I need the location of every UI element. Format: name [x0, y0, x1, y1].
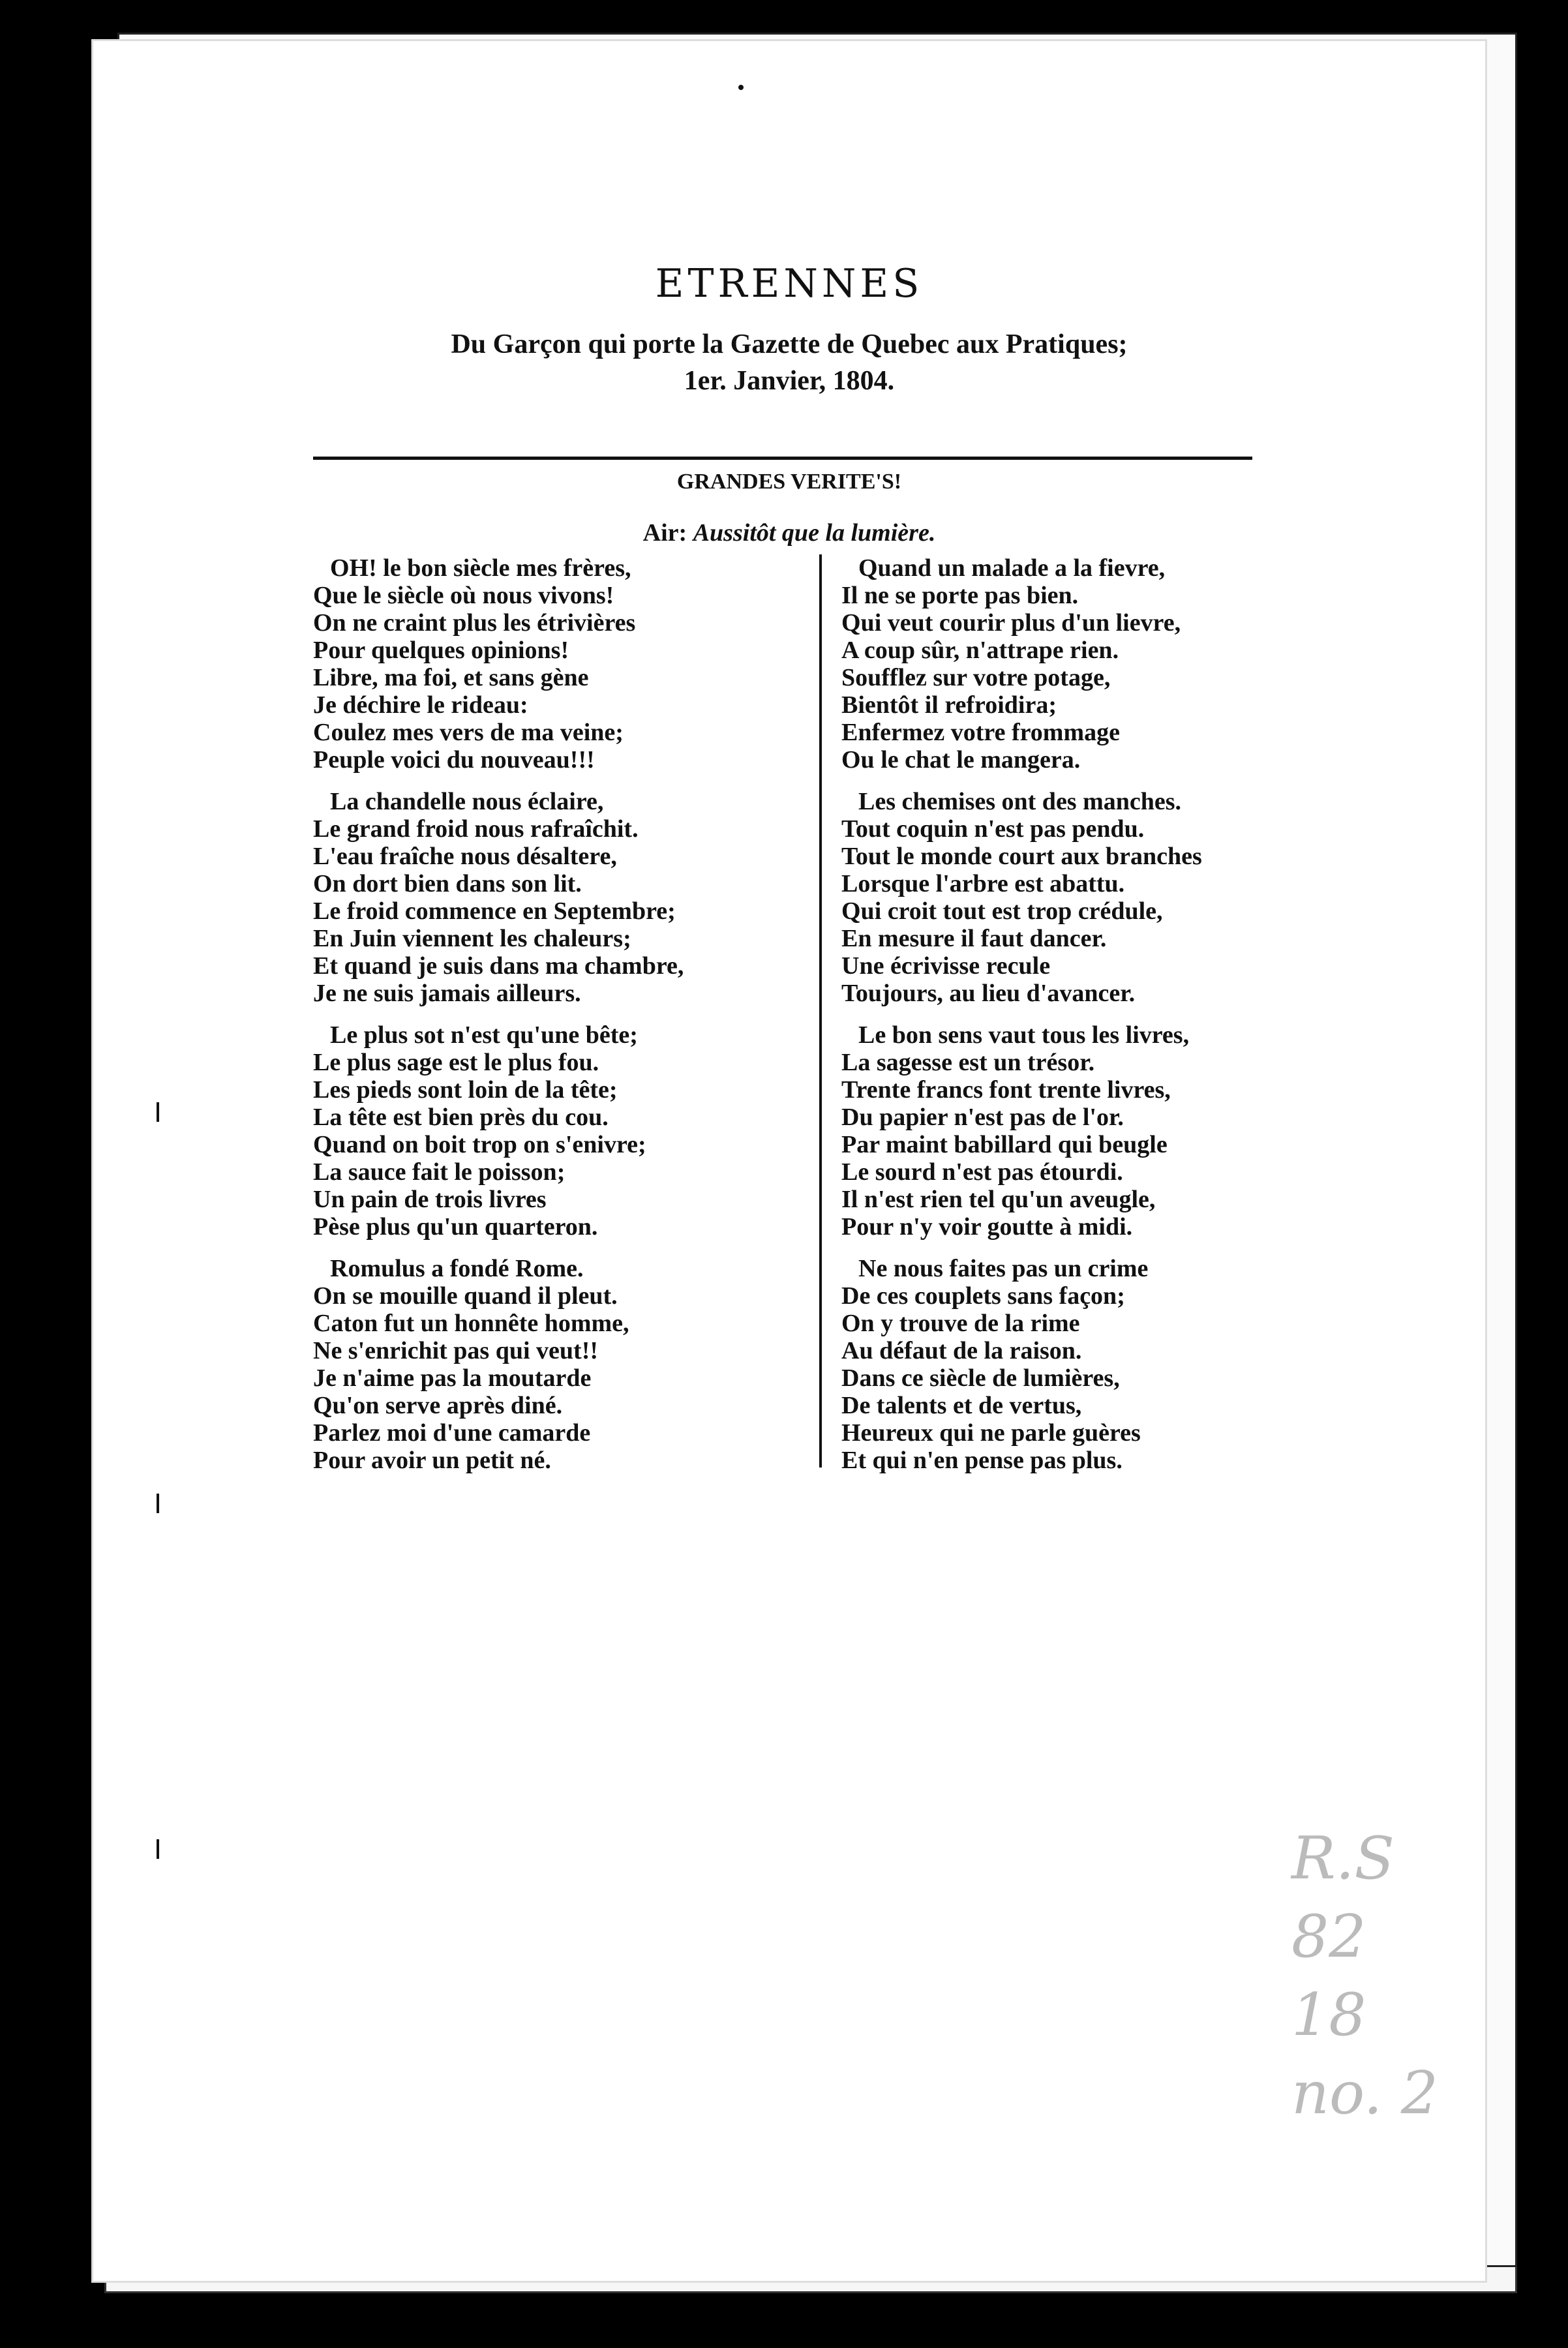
- verse-line: Toujours, au lieu d'avancer.: [841, 980, 1136, 1007]
- verse-line: Par maint babillard qui beugle: [841, 1131, 1168, 1158]
- verse-line: Dans ce siècle de lumières,: [841, 1364, 1120, 1392]
- verse-line: La tête est bien près du cou.: [313, 1104, 609, 1131]
- verse-line: Tout coquin n'est pas pendu.: [841, 815, 1145, 843]
- verse-line: En Juin viennent les chaleurs;: [313, 925, 631, 952]
- air-label: Air:: [642, 519, 687, 547]
- verse-line: Je n'aime pas la moutarde: [313, 1364, 592, 1392]
- verse-line: Ne nous faites pas un crime: [858, 1255, 1149, 1282]
- stanza: [313, 1021, 744, 1241]
- verse-line: Le sourd n'est pas étourdi.: [841, 1158, 1123, 1186]
- stanza: [841, 1021, 1272, 1241]
- verse-line: Ou le chat le mangera.: [841, 746, 1081, 774]
- verse-line: Une écrivisse recule: [841, 952, 1051, 980]
- verse-line: A coup sûr, n'attrape rien.: [841, 637, 1119, 664]
- margin-note: 82: [1291, 1903, 1366, 1971]
- verse-line: De ces couplets sans façon;: [841, 1282, 1125, 1310]
- verse-line: Tout le monde court aux branches: [841, 843, 1202, 870]
- stanza: [841, 1255, 1272, 1474]
- verse-line: Soufflez sur votre potage,: [841, 664, 1111, 691]
- verse-line: Le froid commence en Septembre;: [313, 897, 676, 925]
- header-rule: [313, 457, 1252, 460]
- verse-line: On se mouille quand il pleut.: [313, 1282, 618, 1310]
- subtitle-line-1: Du Garçon qui porte la Gazette de Quebec aux Pratiques;: [451, 329, 1128, 359]
- verse-line: Que le siècle où nous vivons!: [313, 582, 614, 609]
- document-page: [91, 39, 1487, 2283]
- stanza: [841, 554, 1272, 774]
- margin-note: no. 2: [1291, 2059, 1439, 2128]
- verse-line: Quand on boit trop on s'enivre;: [313, 1131, 646, 1158]
- verse-line: Et qui n'en pense pas plus.: [841, 1447, 1123, 1474]
- verse-line: Il n'est rien tel qu'un aveugle,: [841, 1186, 1156, 1213]
- verse-line: En mesure il faut dancer.: [841, 925, 1107, 952]
- page-title: ETRENNES: [655, 261, 924, 307]
- verse-line: Parlez moi d'une camarde: [313, 1419, 591, 1447]
- verse-line: Quand un malade a la fievre,: [858, 554, 1166, 582]
- speck-dot: [738, 85, 744, 90]
- section-title: GRANDES VERITE'S!: [676, 470, 902, 494]
- verse-line: L'eau fraîche nous désaltere,: [313, 843, 617, 870]
- stanza: [313, 788, 744, 1007]
- margin-tick: [157, 1102, 159, 1122]
- verse-line: Le bon sens vaut tous les livres,: [858, 1021, 1190, 1049]
- verse-line: Heureux qui ne parle guères: [841, 1419, 1141, 1447]
- verse-line: Caton fut un honnête homme,: [313, 1310, 629, 1337]
- right-column: [841, 554, 1272, 1488]
- margin-note: 18: [1291, 1981, 1366, 2049]
- verse-line: Pour n'y voir goutte à midi.: [841, 1213, 1133, 1241]
- verse-line: Les pieds sont loin de la tête;: [313, 1076, 618, 1104]
- verse-line: Qu'on serve après diné.: [313, 1392, 563, 1419]
- verse-line: On dort bien dans son lit.: [313, 870, 582, 897]
- verse-line: Coulez mes vers de ma veine;: [313, 719, 624, 746]
- margin-handwriting: [1291, 1820, 1461, 2159]
- verse-line: On ne craint plus les étrivières: [313, 609, 636, 637]
- verse-line: Pèse plus qu'un quarteron.: [313, 1213, 598, 1241]
- margin-note: R.S: [1291, 1824, 1395, 1893]
- verse-line: OH! le bon siècle mes frères,: [330, 554, 631, 582]
- air-tune: Aussitôt que la lumière.: [693, 519, 936, 547]
- verse-line: Le plus sage est le plus fou.: [313, 1049, 599, 1076]
- verse-line: Le plus sot n'est qu'une bête;: [330, 1021, 638, 1049]
- verse-line: Qui veut courir plus d'un lievre,: [841, 609, 1181, 637]
- margin-tick: [157, 1839, 159, 1859]
- verse-line: La sagesse est un trésor.: [841, 1049, 1095, 1076]
- verse-line: Je ne suis jamais ailleurs.: [313, 980, 581, 1007]
- verse-line: La chandelle nous éclaire,: [330, 788, 604, 815]
- stanza: [313, 554, 744, 774]
- verse-line: Ne s'enrichit pas qui veut!!: [313, 1337, 598, 1364]
- verse-line: On y trouve de la rime: [841, 1310, 1080, 1337]
- verse-line: Au défaut de la raison.: [841, 1337, 1082, 1364]
- subtitle-line-2: 1er. Janvier, 1804.: [684, 366, 895, 396]
- verse-line: De talents et de vertus,: [841, 1392, 1082, 1419]
- verse-line: Bientôt il refroidira;: [841, 691, 1057, 719]
- margin-tick: [157, 1494, 159, 1513]
- verse-line: Enfermez votre frommage: [841, 719, 1120, 746]
- verse-line: Lorsque l'arbre est abattu.: [841, 870, 1125, 897]
- verse-line: Un pain de trois livres: [313, 1186, 547, 1213]
- verse-line: Peuple voici du nouveau!!!: [313, 746, 595, 774]
- verse-line: Le grand froid nous rafraîchit.: [313, 815, 639, 843]
- verse-line: La sauce fait le poisson;: [313, 1158, 565, 1186]
- verse-line: Qui croit tout est trop crédule,: [841, 897, 1163, 925]
- page-subtitle: [91, 326, 1487, 399]
- verse-line: Pour quelques opinions!: [313, 637, 569, 664]
- air-line: [91, 519, 1487, 547]
- verse-line: Libre, ma foi, et sans gène: [313, 664, 589, 691]
- verse-line: Il ne se porte pas bien.: [841, 582, 1079, 609]
- verse-line: Et quand je suis dans ma chambre,: [313, 952, 684, 980]
- verse-line: Pour avoir un petit né.: [313, 1447, 551, 1474]
- verse-line: Trente francs font trente livres,: [841, 1076, 1171, 1104]
- stanza: [841, 788, 1272, 1007]
- verse-line: Je déchire le rideau:: [313, 691, 528, 719]
- verse-line: Les chemises ont des manches.: [858, 788, 1182, 815]
- column-divider: [819, 554, 822, 1468]
- verse-line: Romulus a fondé Rome.: [330, 1255, 584, 1282]
- verse-line: Du papier n'est pas de l'or.: [841, 1104, 1124, 1131]
- left-column: [313, 554, 744, 1488]
- stanza: [313, 1255, 744, 1474]
